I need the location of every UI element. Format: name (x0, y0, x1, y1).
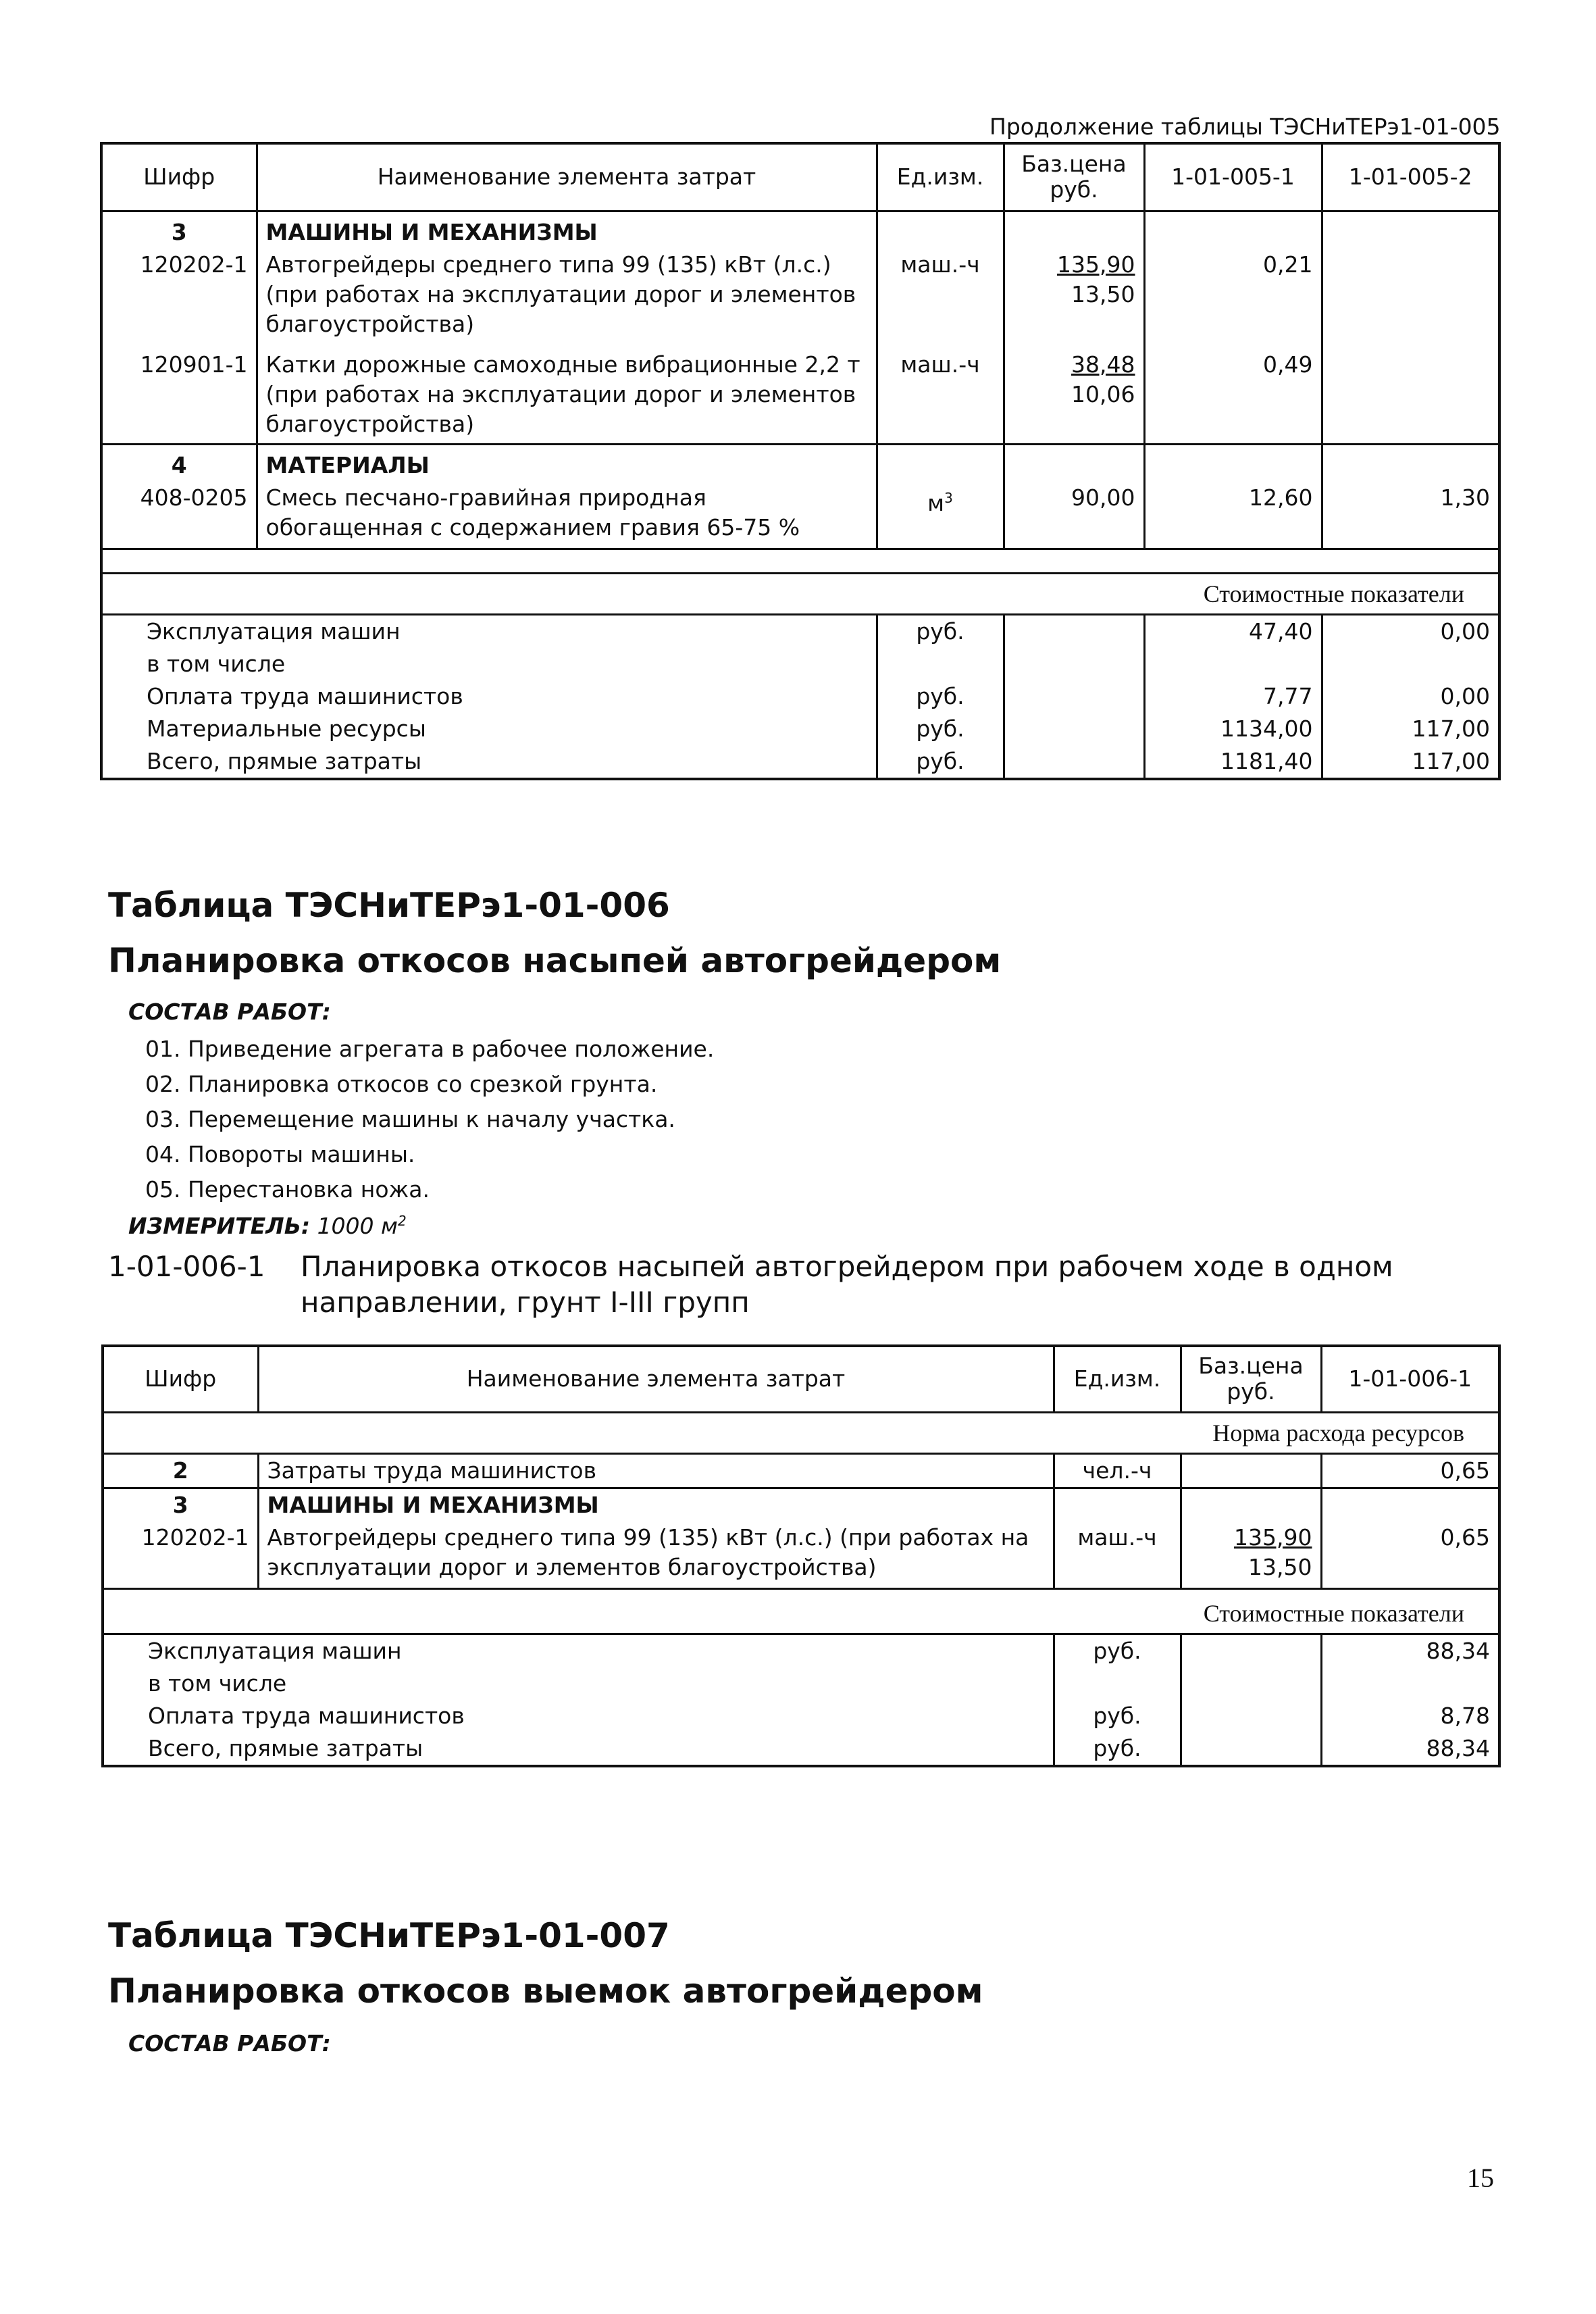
cost-indicators-band (103, 1594, 1499, 1634)
section-title: МАШИНЫ И МЕХАНИЗМЫ (257, 211, 877, 249)
row-unit: маш.-ч (1054, 1521, 1181, 1589)
resource-table-006 (101, 1344, 1501, 1767)
cost-value-1: 47,40 (1144, 614, 1322, 648)
cost-row (101, 614, 1499, 648)
cost-value-1: 88,34 (1321, 1634, 1499, 1668)
band-label: Стоимостные показатели (101, 573, 1499, 614)
cost-value-2: 117,00 (1322, 745, 1499, 779)
header-col-006-1: 1-01-006-1 (1321, 1346, 1499, 1412)
table-title-006: Таблица ТЭСНиТЕРэ1-01-006 (108, 886, 670, 925)
cost-unit: руб. (877, 745, 1004, 779)
row-value-1: 0,65 (1321, 1453, 1499, 1488)
cost-value-1: 7,77 (1144, 680, 1322, 713)
cost-value-2: 0,00 (1322, 614, 1499, 648)
section-number: 4 (101, 444, 257, 482)
cost-row (103, 1732, 1499, 1766)
cost-row (101, 745, 1499, 779)
cost-unit: руб. (1054, 1732, 1181, 1766)
cost-value-1: 1181,40 (1144, 745, 1322, 779)
cost-value-1: 8,78 (1321, 1700, 1499, 1732)
table-row (101, 249, 1499, 349)
cost-indicators-band (101, 573, 1499, 614)
table-subtitle-006: Планировка откосов насыпей автогрейдером (108, 941, 1002, 980)
row-value-2 (1322, 349, 1499, 445)
cost-label: Материальные ресурсы (147, 715, 426, 742)
item-code: 1-01-006-1 (108, 1250, 265, 1283)
row-unit: маш.-ч (877, 349, 1004, 445)
cost-label: Оплата труда машинистов (148, 1703, 465, 1729)
row-value-2 (1322, 249, 1499, 349)
measure-label: ИЗМЕРИТЕЛЬ: (128, 1213, 311, 1239)
row-name: Катки дорожные самоходные вибрационные 2,2 т (при работах на эксплуатации дорог и элементов благоустройства) (257, 349, 877, 445)
header-price: Баз.цена руб. (1181, 1346, 1321, 1412)
row-name: Смесь песчано-гравийная природная обогащенная с содержанием гравия 65-75 % (257, 482, 877, 549)
measure-line: ИЗМЕРИТЕЛЬ: 1000 $м^2$ (128, 1213, 407, 1239)
header-code: Шифр (103, 1346, 258, 1412)
cost-unit: руб. (1054, 1700, 1181, 1732)
band-label: Норма расхода ресурсов (103, 1412, 1499, 1453)
row-code: 408-0205 (140, 484, 248, 511)
cost-row (101, 680, 1499, 713)
item-description-line-1: Планировка откосов насыпей автогрейдером при рабочем ходе в одном (301, 1250, 1393, 1283)
row-code: 120202-1 (141, 1524, 249, 1551)
cost-row (103, 1634, 1499, 1668)
row-value-1: 12,60 (1144, 482, 1322, 549)
section-row (101, 444, 1499, 482)
section-row (101, 211, 1499, 249)
section-title: МАШИНЫ И МЕХАНИЗМЫ (258, 1488, 1054, 1521)
row-unit: чел.-ч (1054, 1453, 1181, 1488)
header-name: Наименование элемента затрат (258, 1346, 1054, 1412)
cost-value-1: 1134,00 (1144, 713, 1322, 745)
cost-value-1: 88,34 (1321, 1732, 1499, 1766)
cost-value-2: 0,00 (1322, 680, 1499, 713)
price-top: 135,90 (1057, 251, 1135, 278)
work-step: 01. Приведение агрегата в рабочее положение. (145, 1036, 715, 1062)
norm-band (103, 1412, 1499, 1453)
cost-unit: руб. (1054, 1634, 1181, 1668)
cost-row (103, 1667, 1499, 1700)
table-title-007: Таблица ТЭСНиТЕРэ1-01-007 (108, 1916, 670, 1955)
cost-unit: руб. (877, 614, 1004, 648)
work-composition-label: СОСТАВ РАБОТ: (128, 999, 331, 1025)
cost-label: Эксплуатация машин (147, 618, 401, 645)
row-code: 120901-1 (140, 351, 248, 378)
table-row (101, 349, 1499, 445)
work-step: 05. Перестановка ножа. (145, 1176, 430, 1203)
row-price: 90,00 (1004, 482, 1144, 549)
cost-row (103, 1700, 1499, 1732)
header-col-005-2: 1-01-005-2 (1322, 143, 1499, 211)
cost-row (101, 648, 1499, 680)
resource-table-005 (100, 142, 1501, 780)
work-step: 02. Планировка откосов со срезкой грунта. (145, 1071, 658, 1097)
price-bottom: 10,06 (1071, 380, 1135, 407)
cost-unit: руб. (877, 713, 1004, 745)
page-number: 15 (1467, 2163, 1494, 2193)
section-title: МАТЕРИАЛЫ (257, 444, 877, 482)
continuation-caption: Продолжение таблицы ТЭСНиТЕРэ1-01-005 (989, 114, 1501, 140)
row-value-2: 1,30 (1322, 482, 1499, 549)
cost-value-2: 117,00 (1322, 713, 1499, 745)
item-description-line-2: направлении, грунт I-III групп (301, 1286, 750, 1319)
cost-label: в том числе (147, 650, 286, 677)
row-value-1: 0,21 (1144, 249, 1322, 349)
header-col-005-1: 1-01-005-1 (1144, 143, 1322, 211)
header-code: Шифр (101, 143, 257, 211)
row-unit: маш.-ч (877, 249, 1004, 349)
table-subtitle-007: Планировка откосов выемок автогрейдером (108, 1971, 983, 2011)
price-bottom: 13,50 (1248, 1553, 1312, 1580)
cost-unit: руб. (877, 680, 1004, 713)
section-row (103, 1453, 1499, 1488)
measure-value: 1000 м (317, 1213, 398, 1239)
cost-label: Оплата труда машинистов (147, 682, 463, 709)
cost-label: Всего, прямые затраты (147, 747, 422, 774)
section-title: Затраты труда машинистов (258, 1453, 1054, 1488)
work-step: 04. Повороты машины. (145, 1141, 415, 1167)
row-value-1: 0,49 (1144, 349, 1322, 445)
work-step: 03. Перемещение машины к началу участка. (145, 1106, 675, 1132)
price-top: 135,90 (1234, 1524, 1312, 1551)
cost-label: Эксплуатация машин (148, 1638, 402, 1664)
table-row (101, 482, 1499, 549)
table-row (103, 1521, 1499, 1589)
cost-label: в том числе (148, 1670, 287, 1696)
row-name: Автогрейдеры среднего типа 99 (135) кВт (л.с.) (при работах на эксплуатации дорог и элементов благоустройства) (258, 1521, 1054, 1589)
price-top: 38,48 (1071, 351, 1135, 378)
section-number: 3 (103, 1488, 258, 1521)
header-unit: Ед.изм. (1054, 1346, 1181, 1412)
header-price: Баз.цена руб. (1004, 143, 1144, 211)
band-label: Стоимостные показатели (103, 1594, 1499, 1634)
section-row (103, 1488, 1499, 1521)
price-bottom: 13,50 (1071, 280, 1135, 307)
header-name: Наименование элемента затрат (257, 143, 877, 211)
cost-label: Всего, прямые затраты (148, 1735, 423, 1761)
section-number: 3 (171, 218, 187, 245)
work-composition-label: СОСТАВ РАБОТ: (128, 2030, 331, 2057)
section-number: 2 (172, 1457, 188, 1484)
row-unit: $м^3$ (877, 482, 1004, 549)
header-unit: Ед.изм. (877, 143, 1004, 211)
row-code: 120202-1 (140, 251, 248, 278)
row-name: Автогрейдеры среднего типа 99 (135) кВт (л.с.) (при работах на эксплуатации дорог и элементов благоустройства) (257, 249, 877, 349)
cost-row (101, 713, 1499, 745)
row-value-1: 0,65 (1321, 1521, 1499, 1589)
